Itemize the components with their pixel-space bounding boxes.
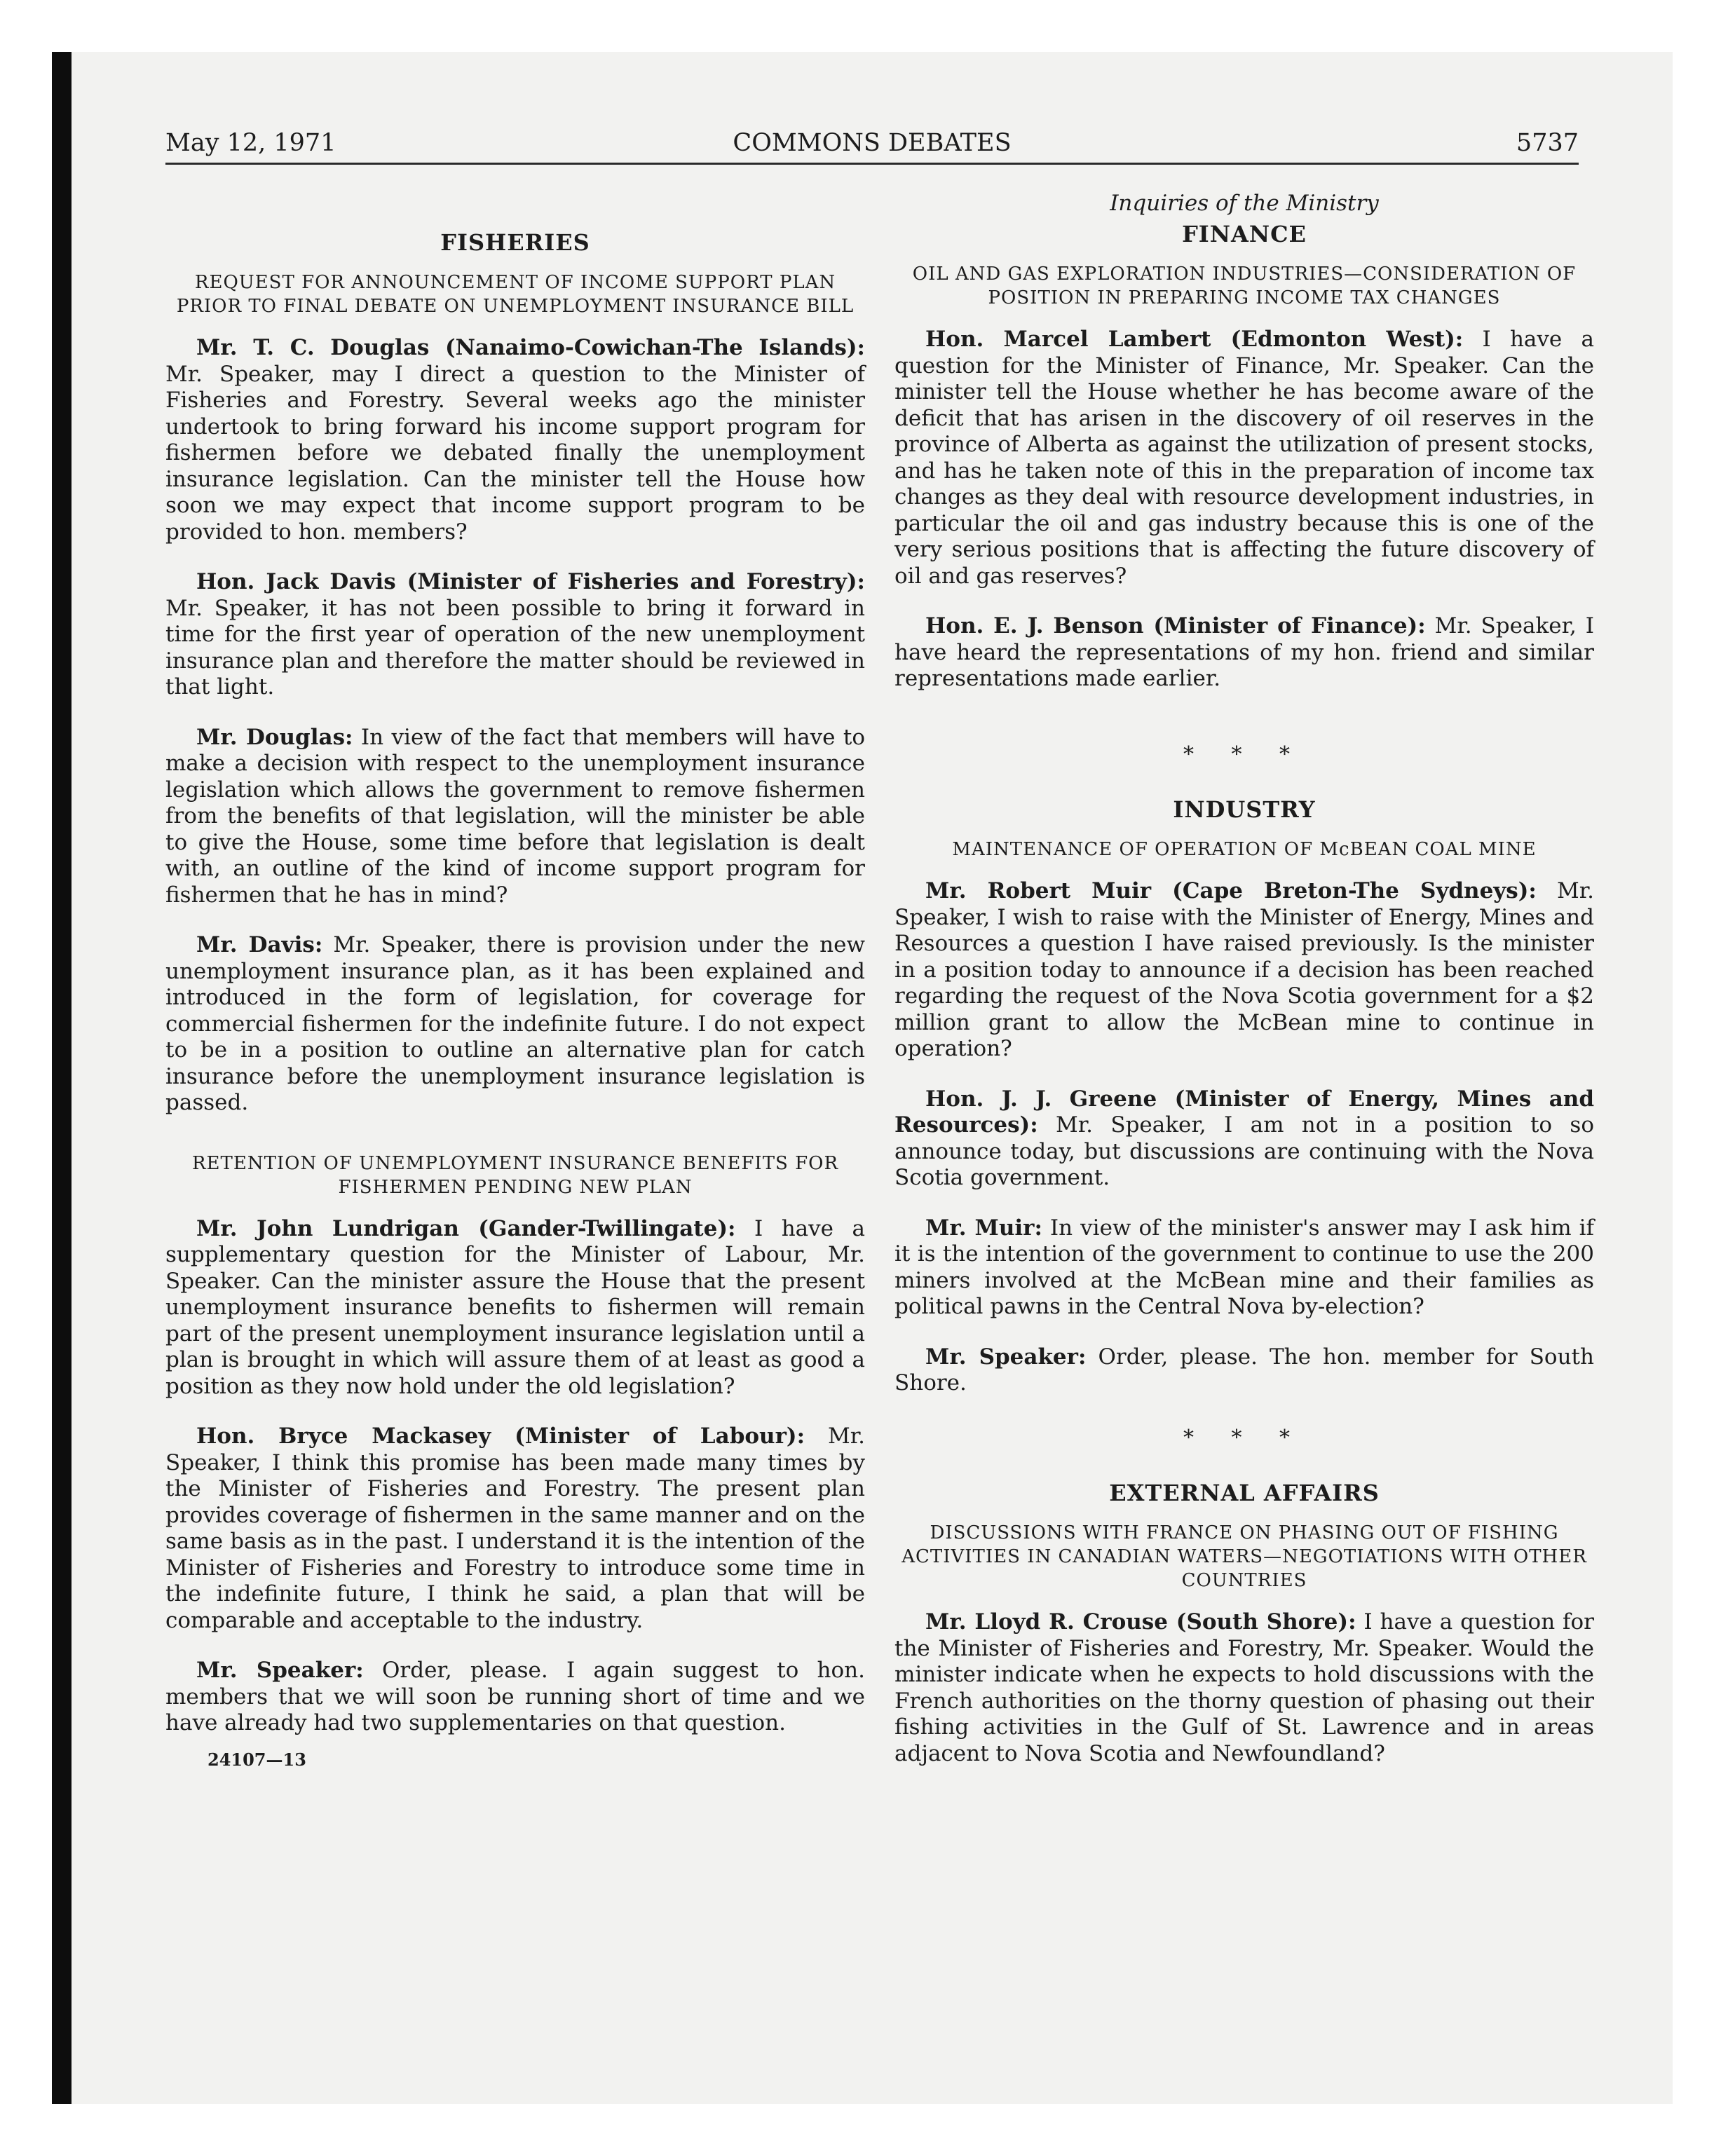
speaker-name: Hon. E. J. Benson (Minister of Finance): (925, 613, 1426, 639)
speech-text: Mr. Speaker, there is provision under the new unemployment insurance plan, as it has been explained and introduced in the form of legislation, for coverage for commercial fishermen for the indefinite future. I do not expect to be in a position to outline an alternative plan for catch insurance before the unemployment insurance legislation is passed. (165, 932, 865, 1115)
speech-paragraph (894, 878, 1594, 1063)
speaker-name: Mr. Speaker: (925, 1344, 1087, 1370)
section-separator: * * * (1183, 742, 1306, 767)
header-title: COMMONS DEBATES (733, 129, 1012, 157)
header-date: May 12, 1971 (165, 129, 336, 157)
speaker-name: Mr. Robert Muir (Cape Breton-The Sydneys): (925, 878, 1537, 903)
speech-text: Mr. Speaker, may I direct a question to the Minister of Fisheries and Forestry. Several weeks ago the minister undertook to bring forward his income support program for fishermen before we debated finally the unemployment insurance legislation. Can the minister tell the House how soon we may expect that income support program to be provided to hon. members? (165, 361, 865, 545)
scan-edge (52, 52, 72, 2104)
section-title-external-affairs: EXTERNAL AFFAIRS (1109, 1480, 1380, 1506)
speaker-name: Mr. Muir: (925, 1215, 1042, 1241)
speaker-name: Hon. Jack Davis (Minister of Fisheries and Forestry): (196, 569, 865, 594)
speech-paragraph (894, 1215, 1594, 1321)
speech-paragraph (165, 569, 865, 701)
speech-text: Order, please. I again suggest to hon. members that we will soon be running short of time and we have already had two supplementaries on that question. (165, 1658, 866, 1735)
section-title-industry: INDUSTRY (1173, 796, 1316, 823)
speech-text: In view of the minister's answer may I ask him if it is the intention of the government to continue to use the 200 miners involved at the McBean mine and their families as political pawns in the Central Nova by-election? (894, 1215, 1594, 1319)
topic-heading: RETENTION OF UNEMPLOYMENT INSURANCE BENEFITS FOR FISHERMEN PENDING NEW PLAN (191, 1152, 839, 1198)
speaker-name: Hon. Marcel Lambert (Edmonton West): (925, 327, 1464, 352)
speech-paragraph (894, 327, 1594, 589)
section-title-finance: FINANCE (1182, 221, 1307, 247)
speaker-name: Mr. John Lundrigan (Gander-Twillingate): (196, 1215, 736, 1241)
header-page-number: 5737 (1516, 129, 1579, 157)
topic-heading: MAINTENANCE OF OPERATION OF McBEAN COAL MINE (952, 839, 1537, 860)
topic-heading: DISCUSSIONS WITH FRANCE ON PHASING OUT OF FISHING ACTIVITIES IN CANADIAN WATERS—NEGOTIATIONS WITH OTHER COUNTRIES (901, 1522, 1587, 1591)
topic-heading: REQUEST FOR ANNOUNCEMENT OF INCOME SUPPORT PLAN PRIOR TO FINAL DEBATE ON UNEMPLOYMENT INSURANCE BILL (176, 272, 855, 317)
speech-text: In view of the fact that members will have to make a decision with respect to the unemployment insurance legislation which allows the government to remove fishermen from the benefits of that legislation, will the minister be able to give the House, some time before that legislation is dealt with, an outline of the kind of income support program for fishermen that he has in mind? (165, 724, 865, 908)
speech-paragraph (165, 335, 865, 545)
speaker-name: Mr. Douglas: (196, 724, 353, 750)
speech-paragraph (894, 613, 1594, 692)
speech-paragraph (894, 1086, 1594, 1192)
speech-paragraph (165, 725, 865, 909)
speech-text: Mr. Speaker, it has not been possible to bring it forward in time for the first year of operation of the new unemployment insurance plan and therefore the matter should be reviewed in that light. (165, 595, 865, 700)
speech-paragraph (165, 1216, 865, 1400)
left-column (165, 189, 865, 1773)
print-code: 24107—13 (207, 1749, 306, 1770)
speech-text: Mr. Speaker, I am not in a position to so announce today, but discussions are continuing with the Nova Scotia government. (894, 1112, 1594, 1190)
speaker-name: Mr. Davis: (196, 932, 323, 957)
speech-paragraph (165, 1658, 865, 1737)
right-column (894, 189, 1594, 1791)
speaker-name: Mr. Speaker: (196, 1658, 364, 1683)
speaker-name: Hon. J. J. Greene (Minister of Energy, Mines and Resources): (894, 1086, 1594, 1138)
speech-text: Order, please. The hon. member for South Shore. (894, 1344, 1594, 1396)
rubric-heading: Inquiries of the Ministry (1110, 191, 1379, 216)
speech-text: I have a question for the Minister of Fisheries and Forestry, Mr. Speaker. Would the minister indicate when he expects to hold discussions with the French authorities on the thorny question of phasing out their fishing activities in the Gulf of St. Lawrence and in areas adjacent to Nova Scotia and Newfoundland? (894, 1609, 1595, 1766)
speech-text: I have a question for the Minister of Finance, Mr. Speaker. Can the minister tell the House whether he has become aware of the deficit that has arisen in the discovery of oil reserves in the province of Alberta as against the utilization of present stocks, and has he taken note of this in the preparation of income tax changes as they deal with resource development industries, in particular the oil and gas industry because this is one of the very serious positions that is affecting the future discovery of oil and gas reserves? (894, 327, 1594, 589)
speaker-name: Mr. T. C. Douglas (Nanaimo-Cowichan-The Islands): (196, 335, 865, 360)
speech-text: I have a supplementary question for the Minister of Labour, Mr. Speaker. Can the minister assure the House that the present unemployment insurance benefits to fishermen will remain part of the present unemployment insurance legislation until a plan is brought in which will assure them of at least as good a position as they now hold under the old legislation? (165, 1215, 865, 1399)
speaker-name: Mr. Lloyd R. Crouse (South Shore): (925, 1609, 1356, 1635)
speech-paragraph (894, 1344, 1594, 1397)
section-title-fisheries: FISHERIES (440, 229, 590, 256)
speech-paragraph (165, 932, 865, 1117)
topic-heading: OIL AND GAS EXPLORATION INDUSTRIES—CONSIDERATION OF POSITION IN PREPARING INCOME TAX CHANGES (912, 264, 1577, 308)
section-separator: * * * (1183, 1425, 1306, 1450)
speech-paragraph (165, 1424, 865, 1634)
speech-text: Mr. Speaker, I have heard the representations of my hon. friend and similar representations made earlier. (894, 613, 1595, 691)
speech-text: Mr. Speaker, I think this promise has been made many times by the Minister of Fisheries and Forestry. The present plan provides coverage of fishermen in the same manner and on the same basis as in the past. I understand it is the intention of the Minister of Fisheries and Forestry to introduce some time in the indefinite future, I think he said, a plan that will be comparable and acceptable to the industry. (165, 1424, 865, 1633)
page-header (165, 126, 1579, 165)
speaker-name: Hon. Bryce Mackasey (Minister of Labour): (196, 1424, 805, 1449)
speech-paragraph (894, 1609, 1594, 1767)
speech-text: Mr. Speaker, I wish to raise with the Minister of Energy, Mines and Resources a question I have raised previously. Is the minister in a position today to announce if a decision has been reached regarding the request of the Nova Scotia government for a $2 million grant to allow the McBean mine to continue in operation? (894, 878, 1594, 1061)
